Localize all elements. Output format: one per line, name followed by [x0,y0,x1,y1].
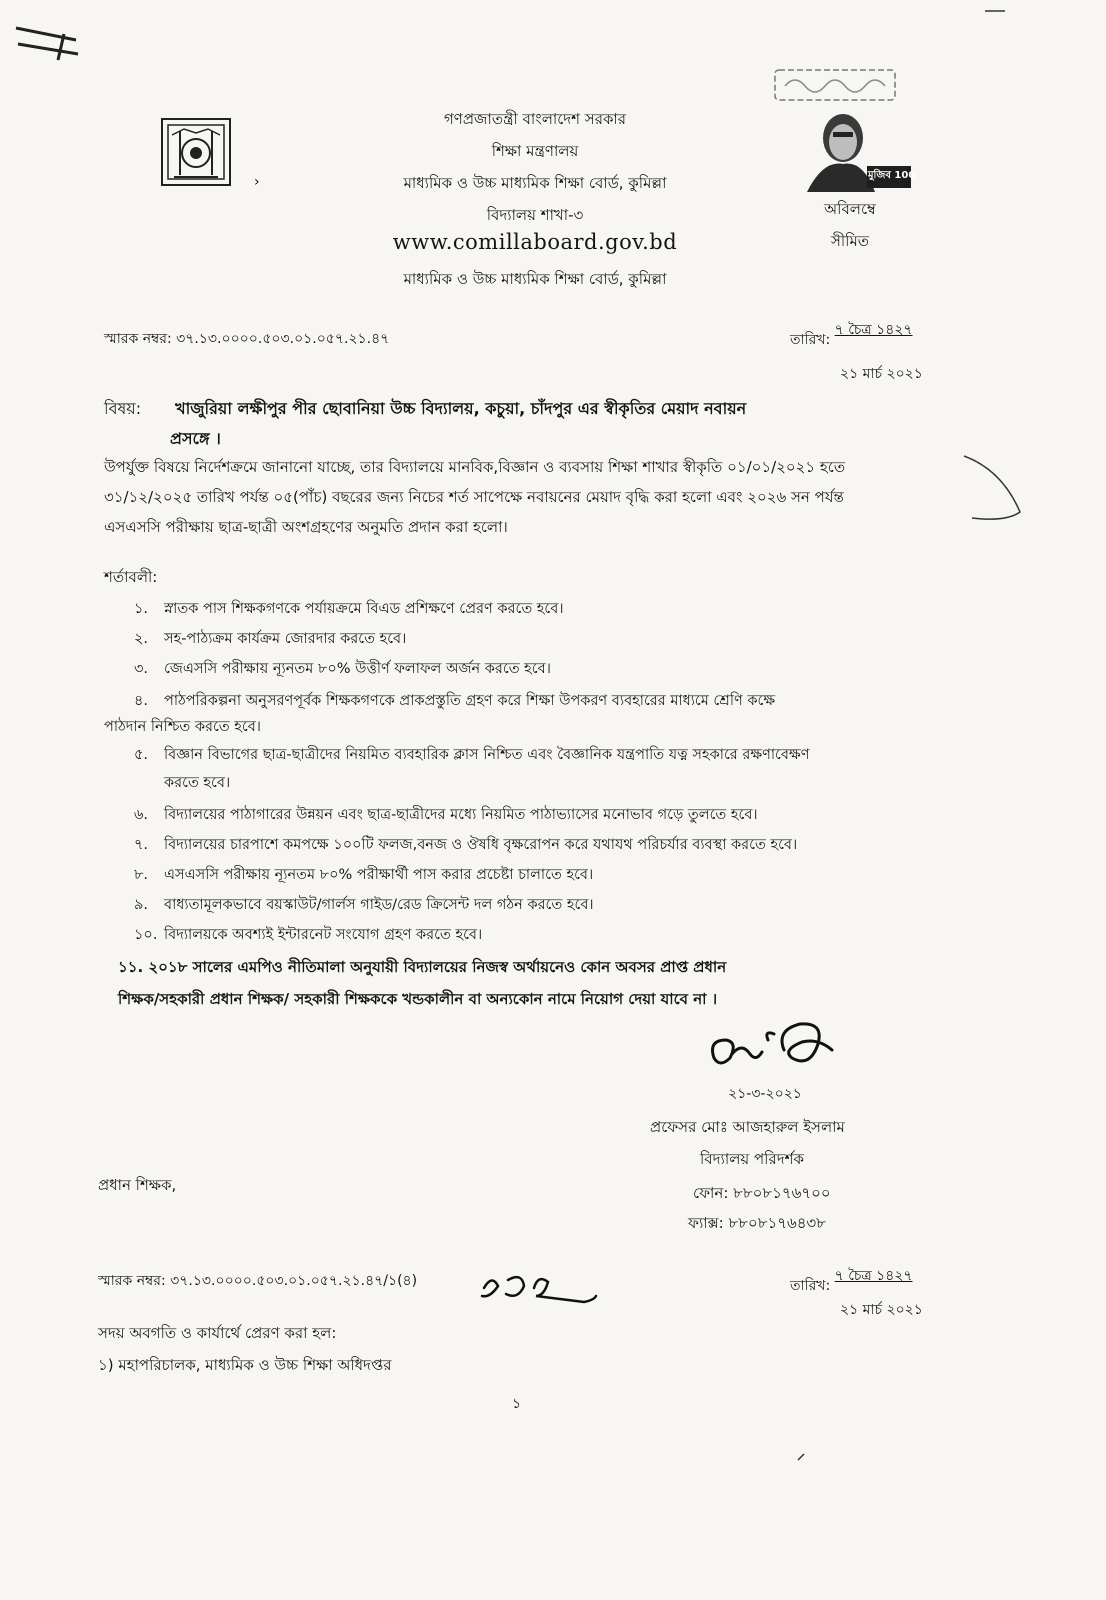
urgent-label: অবিলম্বে [824,200,876,218]
memo-date-bangla: ৭ চৈত্র ১৪২৭ [834,322,913,338]
memo2-date [790,1268,913,1294]
memo-date [790,322,913,348]
memo2-date-english: ২১ মার্চ ২০২১ [840,1302,923,1318]
memo2-label: স্মারক নম্বর: [98,1273,166,1289]
signatory-title: বিদ্যালয় পরিদর্শক [700,1150,804,1168]
subject-line2: প্রসঙ্গে । [170,429,221,448]
government-emblem-icon [160,117,232,187]
signatory-fax: ফ্যাক্স: ৮৮০৮১৭৬৪৩৮ [688,1214,826,1232]
subject [104,396,984,423]
memo2-date-label: তারিখ: [790,1278,831,1294]
condition-8: ৮. এসএসসি পরীক্ষায় ন্যূনতম ৮০% পরীক্ষার্থী পাস করার প্রচেষ্টা চালাতে হবে। [134,867,594,883]
header-website: www.comillaboard.gov.bd [392,230,678,254]
mujib-logo-text: মুজিব 100 [868,170,916,181]
condition-5: ৫. বিজ্ঞান বিভাগের ছাত্র-ছাত্রীদের নিয়মিত ব্যবহারিক ক্লাস নিশ্চিত এবং বৈজ্ঞানিক যন্ত্রপাতি যত্ন সহকারে রক্ষণাবেক্ষণ [134,747,810,763]
scan-mark-top-right [985,8,1005,14]
memo-label: স্মারক নম্বর: [104,331,172,347]
condition-3: ৩. জেএসসি পরীক্ষায় ন্যূনতম ৮০% উত্তীর্ণ ফলাফল অর্জন করতে হবে। [134,661,551,677]
memo-number [104,331,389,348]
memo-value: ৩৭.১৩.০০০০.৫০৩.০১.০৫৭.২১.৪৭ [176,331,390,347]
signatory-phone: ফোন: ৮৮০৮১৭৬৭০০ [693,1184,831,1202]
stray-dot-mark [796,1452,806,1462]
header-ministry: শিক্ষা মন্ত্রণালয় [491,142,579,160]
condition-9: ৯. বাধ্যতামূলকভাবে বয়স্কাউট/গার্লস গাইড/রেড ক্রিসেন্ট দল গঠন করতে হবে। [134,897,594,913]
stray-mark: › [254,174,260,190]
scan-mark-top-left [14,22,84,62]
forward-item-1: ১) মহাপরিচালক, মাধ্যমিক ও উচ্চ শিক্ষা অধিদপ্তর [98,1356,392,1374]
handwritten-signature [706,1010,846,1080]
memo-date-english: ২১ মার্চ ২০২১ [840,366,923,382]
header-branch: বিদ্যালয় শাখা-৩ [486,206,584,224]
memo2-date-bangla: ৭ চৈত্র ১৪২৭ [834,1268,913,1284]
body-line1: উপর্যুক্ত বিষয়ে নির্দেশক্রমে জানানো যাচ্ছে, তার বিদ্যালয়ে মানবিক,বিজ্ঞান ও ব্যবসায় শিক্ষা শাখার স্বীকৃতি ০১/০১/২০২১ হতে [104,458,846,476]
page-number: ১ [512,1396,522,1412]
condition-10: ১০. বিদ্যালয়কে অবশ্যই ইন্টারনেট সংযোগ গ্রহণ করতে হবে। [134,927,483,943]
body-line3: এসএসসি পরীক্ষায় ছাত্র-ছাত্রী অংশগ্রহণের অনুমতি প্রদান করা হলো। [104,518,508,536]
condition-5-cont: করতে হবে। [164,775,231,791]
body-line2: ৩১/১২/২০২৫ তারিখ পর্যন্ত ০৫(পাঁচ) বছরের জন্য নিচের শর্ত সাপেক্ষে নবায়নের মেয়াদ বৃদ্ধি করা হলো এবং ২০২৬ সন পর্যন্ত [104,488,844,506]
header-board: মাধ্যমিক ও উচ্চ মাধ্যমিক শিক্ষা বোর্ড, কুমিল্লা [403,174,667,192]
condition-1: ১. স্নাতক পাস শিক্ষকগণকে পর্যায়ক্রমে বিএড প্রশিক্ষণে প্রেরণ করতে হবে। [134,601,564,617]
faded-stamp [773,66,913,106]
header-government: গণপ্রজাতন্ত্রী বাংলাদেশ সরকার [443,110,627,128]
restricted-label: সীমিত [830,232,870,250]
subject-line1: খাজুরিয়া লক্ষীপুর পীর ছোবানিয়া উচ্চ বিদ্যালয়, কচুয়া, চাঁদপুর এর স্বীকৃতির মেয়াদ নবায়ন [175,399,747,418]
recipient: প্রধান শিক্ষক, [98,1176,177,1194]
condition-2: ২. সহ-পাঠ্যক্রম কার্যক্রম জোরদার করতে হবে। [134,631,407,647]
memo2-value: ৩৭.১৩.০০০০.৫০৩.০১.০৫৭.২১.৪৭/১(৪) [170,1273,418,1289]
header-board-repeat: মাধ্যমিক ও উচ্চ মাধ্যমিক শিক্ষা বোর্ড, কুমিল্লা [403,270,667,288]
memo2-number [98,1273,417,1290]
signature-date: ২১-৩-২০২১ [728,1086,802,1102]
conditions-title: শর্তাবলী: [104,568,158,586]
condition-7: ৭. বিদ্যালয়ের চারপাশে কমপক্ষে ১০০টি ফলজ,বনজ ও ঔষধি বৃক্ষরোপন করে যথাযথ পরিচর্যার ব্যবস্থা করতে হবে। [134,837,798,853]
condition-11-line1: ১১. ২০১৮ সালের এমপিও নীতিমালা অনুযায়ী বিদ্যালয়ের নিজস্ব অর্থায়নেও কোন অবসর প্রাপ্ত প্রধান [118,958,727,976]
margin-bracket-mark [962,450,1026,530]
forward-intro: সদয় অবগতি ও কার্যার্থে প্রেরণ করা হল: [98,1324,337,1342]
signatory-name: প্রফেসর মোঃ আজহারুল ইসলাম [650,1118,845,1136]
handwritten-number [478,1266,598,1306]
condition-11-line2: শিক্ষক/সহকারী প্রধান শিক্ষক/ সহকারী শিক্ষককে খন্ডকালীন বা অন্যকোন নামে নিয়োগ দেয়া যাবে না । [118,990,718,1008]
condition-4: ৪. পাঠপরিকল্পনা অনুসরণপূর্বক শিক্ষকগণকে প্রাকপ্রস্তুতি গ্রহণ করে শিক্ষা উপকরণ ব্যবহারের মাধ্যমে শ্রেণি কক্ষে [134,693,776,709]
condition-6: ৬. বিদ্যালয়ের পাঠাগারের উন্নয়ন এবং ছাত্র-ছাত্রীদের মধ্যে নিয়মিত পাঠাভ্যাসের মনোভাব গড়ে তুলতে হবে। [134,807,758,823]
subject-label: বিষয়: [104,399,142,418]
memo-date-label: তারিখ: [790,332,831,348]
condition-4-cont: পাঠদান নিশ্চিত করতে হবে। [104,719,261,735]
